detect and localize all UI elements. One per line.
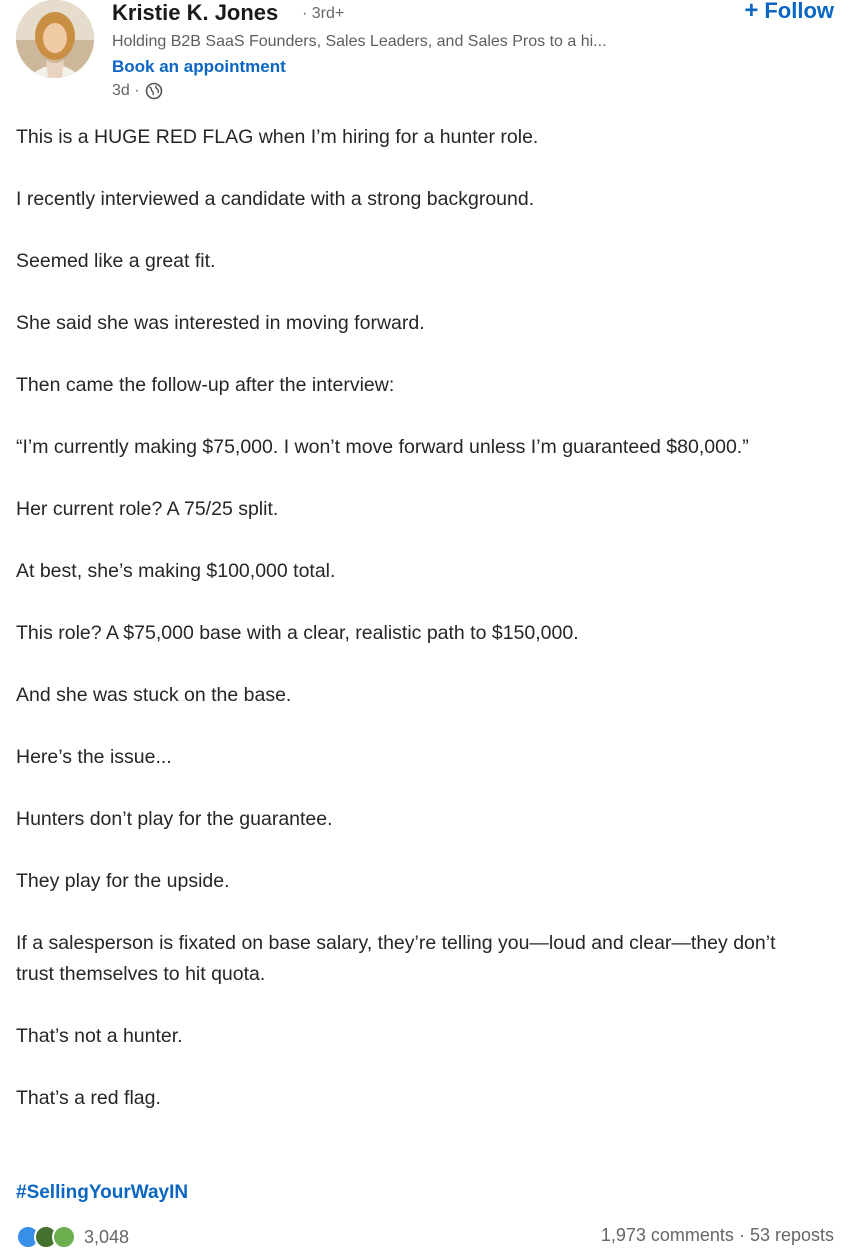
post-paragraph: If a salesperson is fixated on base salary, they’re telling you—loud and clear—they don’t trust themselves to hit quota. [16, 932, 776, 985]
comments-count[interactable]: 1,973 comments [600, 1225, 734, 1245]
reaction-count: 3,048 [84, 1226, 130, 1247]
post-paragraph: She said she was interested in moving forward. [16, 312, 425, 334]
reaction-icons [16, 1225, 70, 1249]
post-paragraph: They play for the upside. [16, 870, 230, 892]
post-paragraph: This role? A $75,000 base with a clear, realistic path to $150,000. [16, 622, 579, 644]
author-avatar[interactable] [16, 0, 94, 78]
globe-icon [145, 82, 163, 100]
author-headline[interactable]: Holding B2B SaaS Founders, Sales Leaders, and Sales Pros to a hi... [112, 33, 607, 50]
author-name[interactable]: Kristie K. Jones [112, 0, 279, 25]
plus-icon: + [744, 0, 759, 24]
post-paragraph: Then came the follow-up after the interview: [16, 374, 395, 396]
social-counts [601, 1225, 834, 1246]
post-body [16, 122, 816, 1145]
post-paragraph: Hunters don’t play for the guarantee. [16, 808, 333, 830]
support-icon [52, 1225, 76, 1249]
follow-label: Follow [764, 0, 834, 23]
post-paragraph: And she was stuck on the base. [16, 684, 292, 706]
post-paragraph: At best, she’s making $100,000 total. [16, 560, 336, 582]
post-time: 3d · [112, 82, 140, 99]
post-paragraph: Seemed like a great fit. [16, 250, 216, 272]
hashtag-link[interactable]: #SellingYourWayIN [16, 1182, 189, 1203]
post-paragraph: “I’m currently making $75,000. I won’t move forward unless I’m guaranteed $80,000.” [16, 436, 749, 458]
post-paragraph: Her current role? A 75/25 split. [16, 498, 279, 520]
post-paragraph: That’s not a hunter. [16, 1025, 183, 1047]
reposts-count[interactable]: 53 reposts [749, 1225, 834, 1245]
post-paragraph: Here’s the issue... [16, 746, 172, 768]
post-paragraph: That’s a red flag. [16, 1087, 161, 1109]
post-paragraph: This is a HUGE RED FLAG when I’m hiring for a hunter role. [16, 126, 539, 148]
reactions-summary[interactable] [16, 1225, 129, 1249]
connection-degree: · 3rd+ [302, 5, 345, 22]
post-paragraph: I recently interviewed a candidate with a strong background. [16, 188, 535, 210]
post-meta [112, 82, 163, 100]
book-appointment-link[interactable]: Book an appointment [112, 57, 286, 76]
follow-button[interactable] [744, 0, 834, 24]
social-separator: · [733, 1225, 750, 1245]
